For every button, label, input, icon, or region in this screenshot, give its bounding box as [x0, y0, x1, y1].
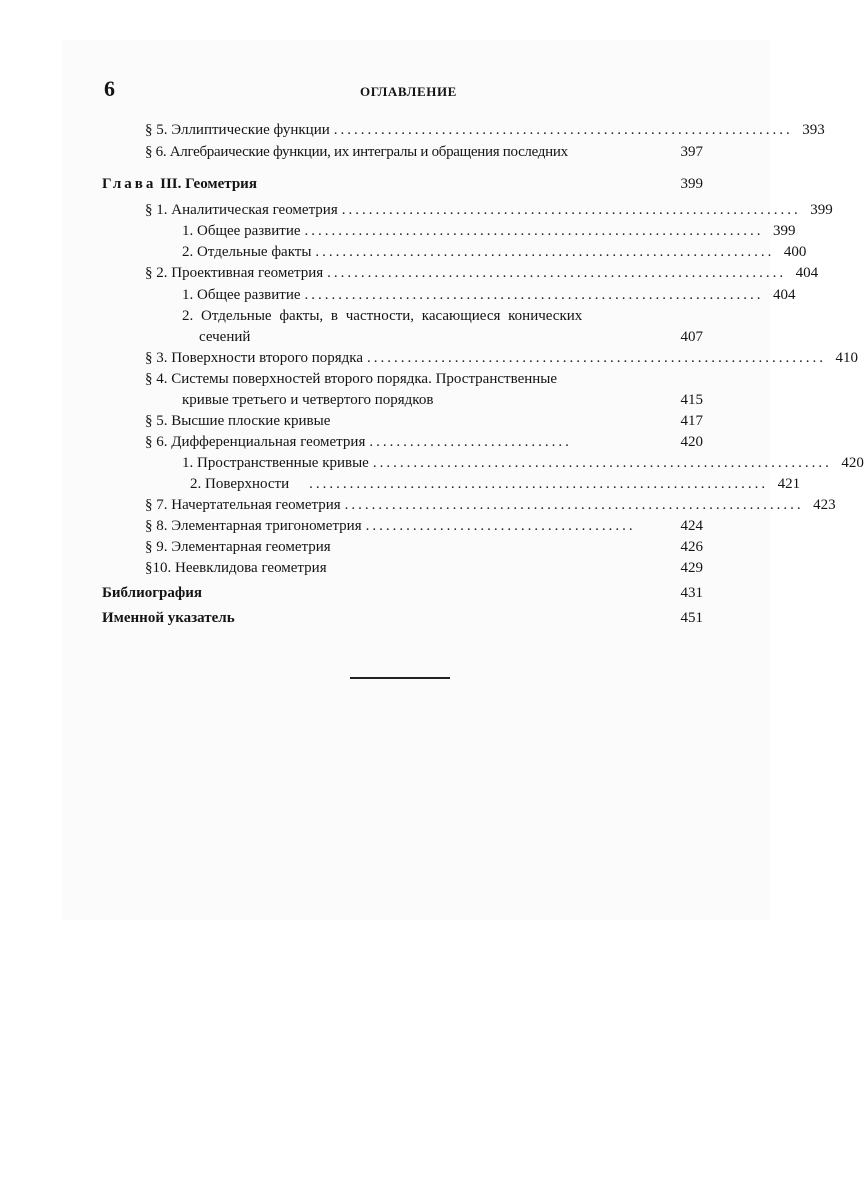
- toc-entry-label: § 7. Начертательная геометрия: [145, 497, 341, 513]
- toc-entry-page: 423: [813, 497, 836, 513]
- toc-entry-page: 393: [802, 122, 825, 138]
- toc-entry-page: 421: [777, 476, 801, 492]
- toc-entry-bibliography[interactable]: [102, 585, 703, 602]
- toc-entry-label: § 5. Эллиптические функции: [145, 122, 330, 138]
- leader-dots: ....................................................................: [304, 287, 764, 303]
- toc-entry-page: 424: [680, 518, 703, 534]
- toc-entry-label: § 6. Алгебраические функции, их интегралы и обращения последних: [145, 144, 568, 160]
- leader-dots: ....................................................................: [333, 122, 793, 138]
- toc-entry-page: 400: [783, 244, 807, 260]
- leader-dots: ....................................................................: [367, 350, 826, 366]
- toc-entry-elementary-trigonometry[interactable]: [145, 518, 703, 535]
- toc-entry-label: §10. Неевклидова геометрия: [145, 560, 327, 576]
- toc-entry-systems-line1[interactable]: § 4. Системы поверхностей второго порядка. Пространственные: [145, 371, 558, 387]
- toc-entry-projective-facts[interactable]: [199, 329, 703, 346]
- toc-entry-elementary-geometry[interactable]: [145, 539, 703, 556]
- leader-dots: ....................................................................: [304, 223, 764, 239]
- toc-entry-surfaces[interactable]: [190, 476, 801, 493]
- page-number: 6: [104, 76, 115, 101]
- toc-entry-algebraic-functions[interactable]: [145, 144, 703, 161]
- toc-entry-projective-facts-line1[interactable]: 2. Отдельные факты, в частности, касающиеся конических: [182, 308, 583, 324]
- toc-entry-label: § 9. Элементарная геометрия: [145, 539, 331, 555]
- toc-entry-label: § 3. Поверхности второго порядка: [145, 350, 363, 366]
- toc-entry-page: 410: [835, 350, 858, 366]
- toc-entry-page: 399: [810, 202, 833, 218]
- leader-dots: ....................................................................: [372, 455, 832, 471]
- toc-entry-page: 451: [680, 610, 703, 626]
- toc-entry-page: 397: [680, 144, 703, 160]
- toc-entry-projective-general[interactable]: [182, 287, 796, 304]
- toc-entry-systems-of-surfaces[interactable]: [182, 392, 703, 409]
- toc-entry-label: § 2. Проективная геометрия: [145, 265, 324, 281]
- chapter-title: III. Геометрия: [160, 176, 257, 192]
- toc-entry-label: 1. Пространственные кривые: [182, 455, 369, 471]
- toc-entry-page: 404: [795, 265, 819, 281]
- toc-entry-elliptic-functions[interactable]: [145, 122, 825, 139]
- toc-entry-page: 417: [680, 413, 703, 429]
- toc-entry-label: Именной указатель: [102, 610, 235, 626]
- toc-entry-analytic-facts[interactable]: [182, 244, 807, 261]
- leader-dots: ....................................................................: [315, 244, 775, 260]
- toc-entry-page: 399: [773, 223, 796, 239]
- toc-entry-label: кривые третьего и четвертого порядков: [182, 392, 434, 408]
- toc-entry-label: 1. Общее развитие: [182, 223, 301, 239]
- running-head: ОГЛАВЛЕНИЕ: [360, 84, 457, 99]
- toc-entry-page: 420: [680, 434, 703, 450]
- toc-entry-label: § 8. Элементарная тригонометрия: [145, 518, 362, 534]
- toc-entry-name-index[interactable]: [102, 610, 703, 627]
- toc-entry-space-curves[interactable]: [182, 455, 864, 472]
- toc-chapter-geometry[interactable]: [102, 176, 703, 193]
- toc-entry-analytic-general[interactable]: [182, 223, 796, 240]
- toc-entry-page: 415: [680, 392, 703, 408]
- chapter-prefix: Глава: [102, 176, 157, 192]
- toc-entry-page: 399: [680, 176, 703, 192]
- toc-entry-label: § 6. Дифференциальная геометрия: [145, 434, 366, 450]
- toc-entry-analytic-geometry[interactable]: [145, 202, 833, 219]
- end-rule: [350, 677, 450, 679]
- leader-dots: ........................................: [365, 518, 636, 534]
- toc-chapter-label: [102, 176, 257, 193]
- toc-entry-label: 2. Поверхности: [190, 476, 290, 492]
- toc-entry-label: Библиография: [102, 585, 203, 601]
- toc-entry-quadric-surfaces[interactable]: [145, 350, 858, 367]
- leader-dots: ....................................................................: [341, 202, 801, 218]
- toc-entry-page: 404: [773, 287, 796, 303]
- toc-entry-label: сечений: [199, 329, 251, 345]
- toc-entry-descriptive-geometry[interactable]: [145, 497, 836, 514]
- toc-entry-label: § 5. Высшие плоские кривые: [145, 413, 331, 429]
- toc-entry-label: 1. Общее развитие: [182, 287, 301, 303]
- toc-entry-page: 420: [841, 455, 864, 471]
- toc-entry-page: 407: [680, 329, 703, 345]
- toc-entry-label: 2. Отдельные факты: [182, 244, 312, 260]
- leader-dots: ....................................................................: [327, 265, 787, 281]
- toc-entry-label: § 1. Аналитическая геометрия: [145, 202, 338, 218]
- leader-dots: ....................................................................: [309, 476, 769, 492]
- toc-entry-higher-plane-curves[interactable]: [145, 413, 703, 430]
- toc-entry-projective-geometry[interactable]: [145, 265, 819, 282]
- toc-entry-page: 429: [680, 560, 703, 576]
- toc-entry-differential-geometry[interactable]: [145, 434, 703, 451]
- toc-entry-non-euclidean-geometry[interactable]: [145, 560, 703, 577]
- toc-entry-page: 426: [680, 539, 703, 555]
- leader-dots: ..............................: [369, 434, 572, 450]
- toc-entry-page: 431: [680, 585, 703, 601]
- leader-dots: ....................................................................: [344, 497, 804, 513]
